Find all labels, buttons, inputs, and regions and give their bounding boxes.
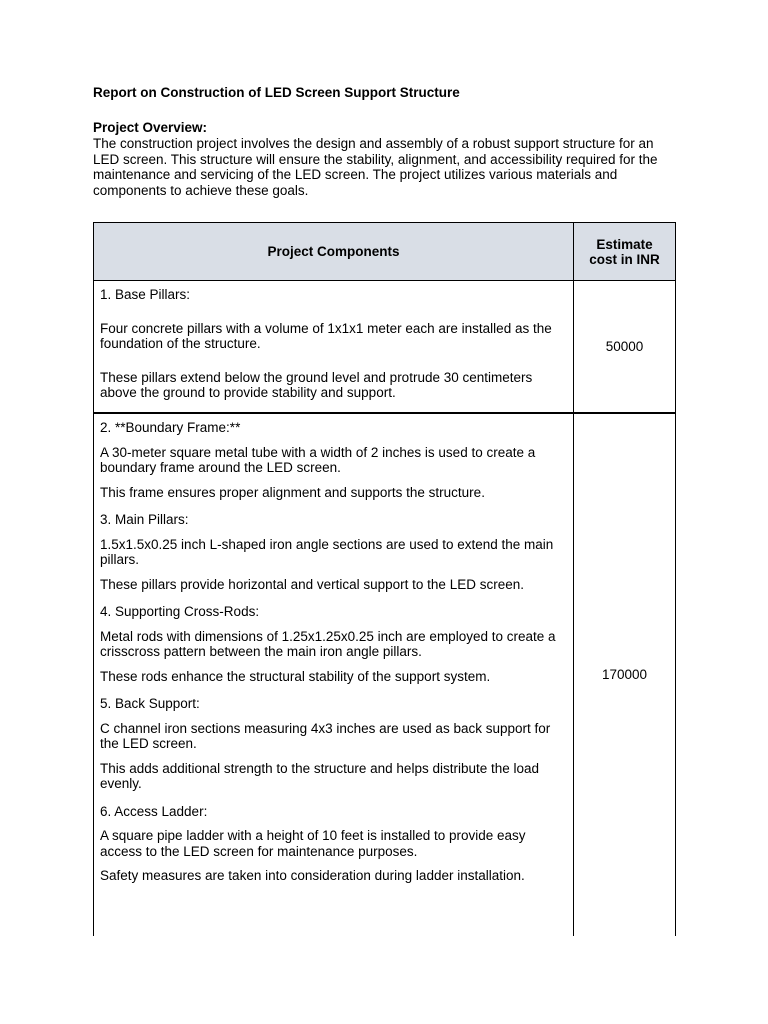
component-text: These pillars provide horizontal and vertical support to the LED screen. <box>100 576 524 592</box>
component-text: A square pipe ladder with a height of 10 feet is installed to provide easy access to the LED screen for maintenance purposes. <box>100 828 526 859</box>
component-text: This adds additional strength to the structure and helps distribute the load evenly. <box>100 760 540 791</box>
header-cost-line1: Estimate <box>596 236 653 252</box>
report-title: Report on Construction of LED Screen Support Structure <box>93 85 460 100</box>
component-text: Safety measures are taken into consideration during ladder installation. <box>100 868 525 883</box>
component-text: Metal rods with dimensions of 1.25x1.25x0.25 inch are employed to create a crisscross pattern between the main iron angle pillars. <box>100 628 556 659</box>
component-text: A 30-meter square metal tube with a width of 2 inches is used to create a boundary frame around the LED screen. <box>100 444 536 475</box>
component-text: C channel iron sections measuring 4x3 inches are used as back support for the LED screen. <box>100 720 551 751</box>
table-row <box>94 413 676 936</box>
component-text: Four concrete pillars with a volume of 1x1x1 meter each are installed as the foundation of the structure. <box>100 320 552 351</box>
header-project-components: Project Components <box>94 223 574 281</box>
table-row <box>94 281 676 414</box>
component-heading: 6. Access Ladder: <box>100 803 208 819</box>
overview-heading: Project Overview: <box>93 119 208 135</box>
component-heading: 4. Supporting Cross-Rods: <box>100 604 260 619</box>
cost-cell: 170000 <box>574 413 676 936</box>
component-heading: 2. **Boundary Frame:** <box>100 420 241 435</box>
report-header <box>93 85 675 198</box>
components-table <box>93 222 676 936</box>
component-text: These rods enhance the structural stability of the support system. <box>100 668 491 684</box>
component-text: This frame ensures proper alignment and supports the structure. <box>100 484 485 500</box>
header-estimate-cost <box>574 223 676 281</box>
component-heading: 3. Main Pillars: <box>100 512 189 527</box>
component-text: 1.5x1.5x0.25 inch L-shaped iron angle sections are used to extend the main pillars. <box>100 536 554 567</box>
component-heading: 5. Back Support: <box>100 696 200 711</box>
component-cell <box>94 413 574 936</box>
table-header-row <box>94 223 676 281</box>
overview-text: The construction project involves the design and assembly of a robust support structure for an LED screen. This structure will ensure the stability, alignment, and accessibility required for the maintenance and servicing of the LED screen. The project utilizes various materials and components to achieve these goals. <box>93 136 658 198</box>
header-cost-line2: cost in INR <box>589 251 660 267</box>
component-cell <box>94 281 574 414</box>
component-text: These pillars extend below the ground level and protrude 30 centimeters above the ground to provide stability and support. <box>100 369 533 400</box>
component-heading: 1. Base Pillars: <box>100 287 191 302</box>
cost-cell: 50000 <box>574 281 676 414</box>
